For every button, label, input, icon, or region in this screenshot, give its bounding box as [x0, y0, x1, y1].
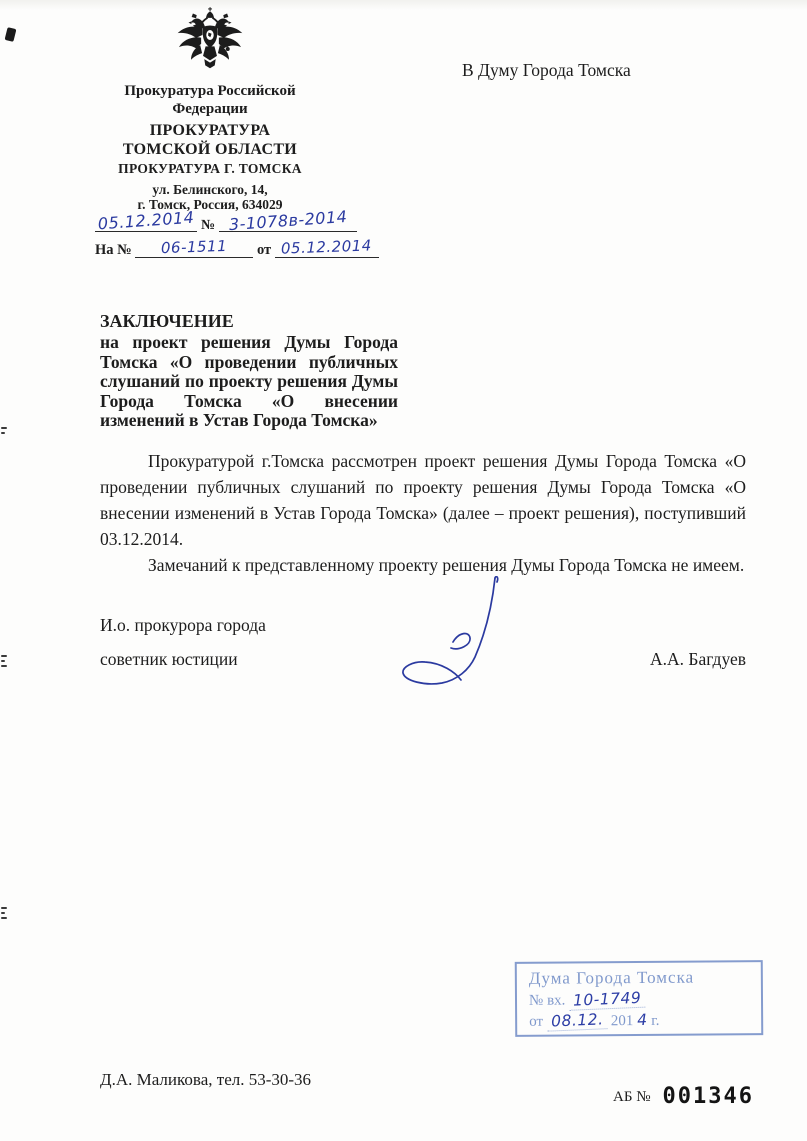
russian-coat-of-arms-icon [172, 6, 248, 78]
stamp-year-suffix: г. [651, 1012, 660, 1029]
outgoing-number-handwritten: 3-1078в-2014 [228, 206, 348, 235]
document-title: ЗАКЛЮЧЕНИЕ [100, 311, 234, 331]
body-paragraph-2: Замечаний к представленному проекту решения Думы Города Томска не имеем. [148, 555, 745, 575]
number-sign: № [201, 218, 216, 233]
letterhead-oblast-line2: ТОМСКОЙ ОБЛАСТИ [122, 141, 298, 158]
ref-date-blank [275, 236, 379, 258]
letterhead-city: ПРОКУРАТУРА Г. ТОМСКА [118, 161, 302, 176]
letterhead-oblast-line1: ПРОКУРАТУРА [149, 122, 271, 139]
form-number-digits: 001346 [662, 1084, 754, 1109]
ref-number-blank [135, 236, 253, 258]
incoming-registration-stamp [515, 960, 764, 1037]
letterhead-federation-line2: Федерации [172, 101, 248, 117]
stamp-number-label: № вх. [528, 992, 566, 1009]
signer-position-line2: советник юстиции [100, 649, 238, 669]
outgoing-reference-line [95, 206, 395, 235]
letterhead-address-line1: ул. Белинского, 14, [152, 182, 268, 197]
scan-artifact [5, 27, 17, 42]
letterhead-federation [60, 82, 360, 118]
stamp-organization: Дума Города Томска [528, 967, 695, 988]
letterhead-federation-line1: Прокуратура Российской [124, 83, 296, 99]
stamp-number-row [529, 989, 751, 1010]
outgoing-date-handwritten: 05.12.2014 [96, 207, 195, 234]
form-number-label: АБ № [613, 1089, 651, 1105]
executor-contact: Д.А. Маликова, тел. 53-30-36 [100, 1070, 312, 1089]
document-subject: на проект решения Думы Города Томска «О проведении публичных слушаний по проекту решения Думы Города Томска «О внесении изменений в Устав Города Томска» [100, 332, 398, 430]
ref-number-handwritten: 06-1511 [160, 236, 228, 258]
form-number [613, 1084, 754, 1109]
outgoing-date-blank [95, 207, 197, 234]
outgoing-number-blank [219, 206, 357, 235]
scan-artifact [1, 424, 9, 437]
signer-name: А.А. Багдуев [650, 649, 746, 669]
handwritten-signature [396, 576, 518, 704]
stamp-date-row [529, 1010, 751, 1031]
signer-position-line1: И.о. прокурора города [100, 615, 266, 635]
document-body [100, 448, 746, 578]
incoming-reference-line [95, 236, 415, 259]
addressee: В Думу Города Томска [462, 60, 631, 80]
letterhead-oblast [60, 121, 360, 159]
scan-artifact [1, 904, 9, 922]
scan-artifact [1, 652, 9, 670]
stamp-date-label: от [529, 1013, 544, 1030]
stamp-date-handwritten: 08.12. [546, 1010, 607, 1032]
letterhead-address-line2: г. Томск, Россия, 634029 [137, 197, 283, 212]
ref-date-handwritten: 05.12.2014 [280, 236, 373, 258]
body-paragraph-1: Прокуратурой г.Томска рассмотрен проект решения Думы Города Томска «О проведении публичных слушаний по проекту решения Думы Города Томска «О внесении изменений в Устав Города Томска» (далее – проект решения), поступивший 03.12.2014. [100, 451, 746, 549]
ref-from-label: от [256, 242, 272, 258]
stamp-number-handwritten: 10-1749 [569, 989, 646, 1011]
stamp-year-print: 201 [610, 1013, 634, 1030]
stamp-year-handwritten: 4 [636, 1010, 648, 1030]
ref-label: На № [95, 242, 132, 258]
